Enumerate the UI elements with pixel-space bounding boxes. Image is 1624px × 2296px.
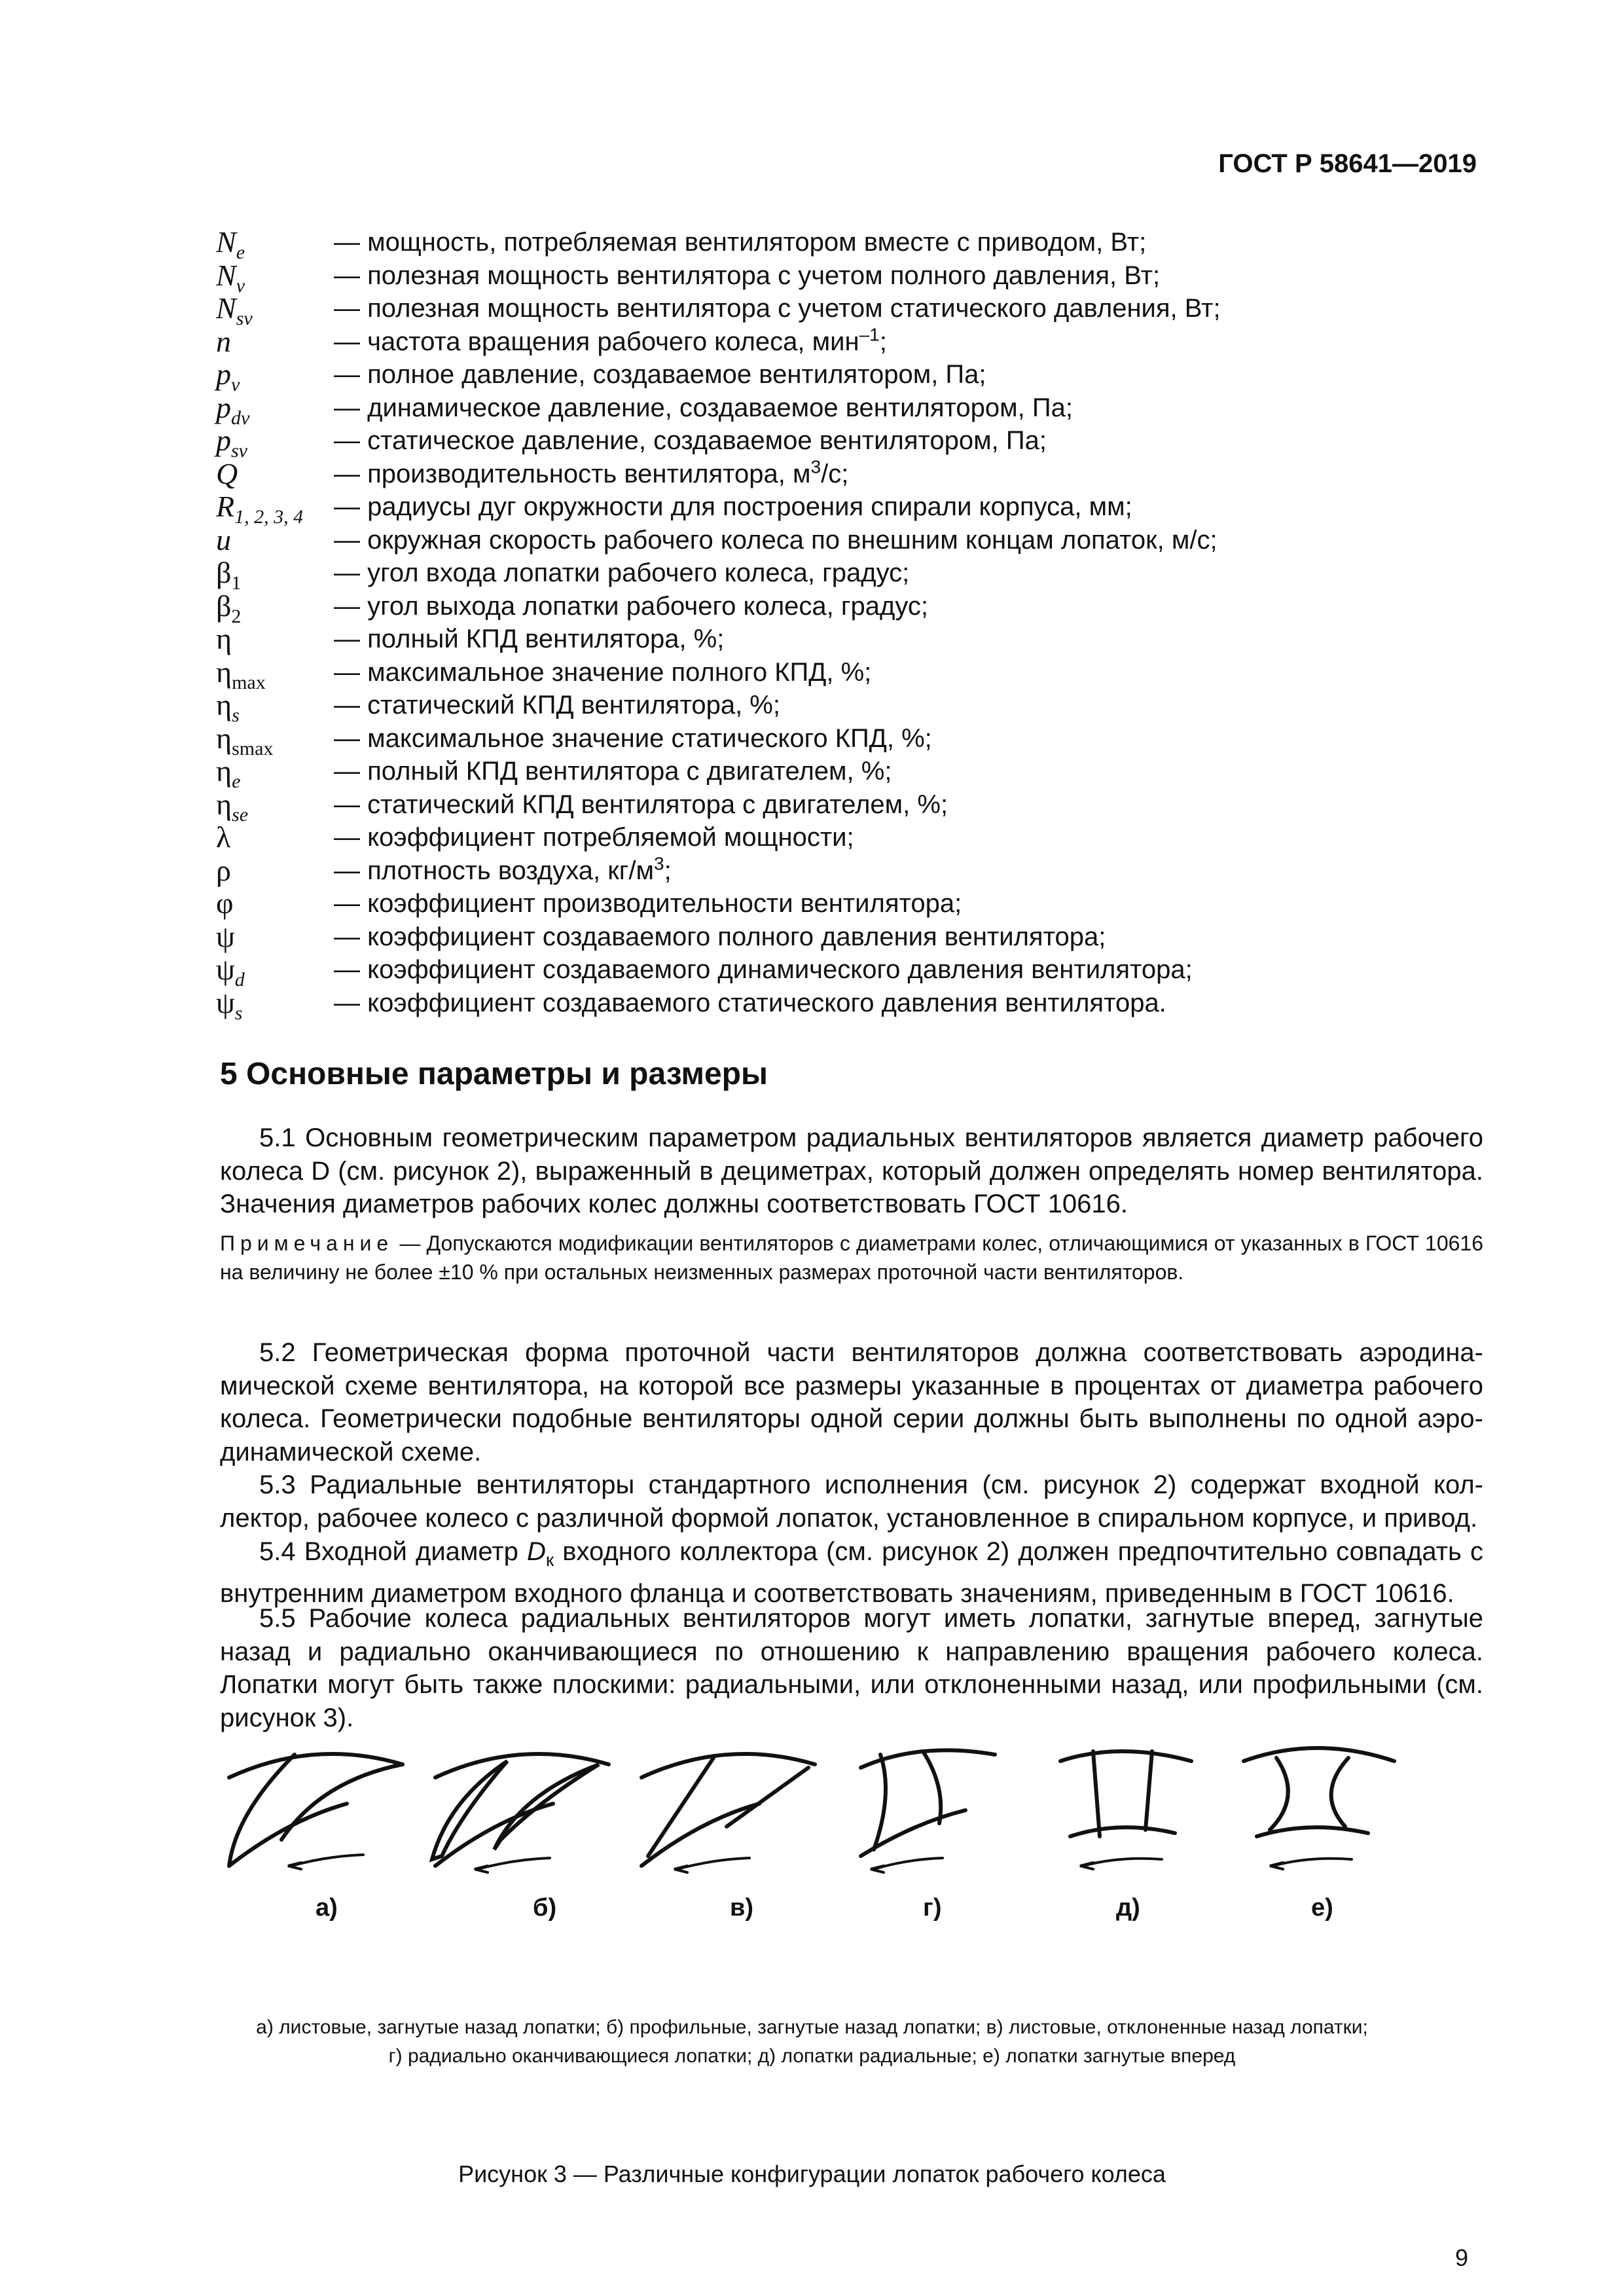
paragraph-5-2 [220,1336,1483,1468]
symbol-description-superscript: –1 [859,324,880,345]
symbol-subscript: se [232,803,249,826]
symbol-description-text: — угол входа лопатки рабочего колеса, градус; [334,558,910,587]
symbol-description-text: — полный КПД вентилятора, %; [334,625,725,653]
figure-a-backward-curved-sheet-blades [229,1754,403,1869]
paragraph-5-4-rest: входного коллектора (см. рисунок 2) должен предпочтительно совпадать с внутренним диаметром входного фланца и соответствовать значениям, приведенным в ГОСТ 10616. [220,1537,1484,1608]
paragraph-5-1-text: 5.1 Основным геометрическим параметром радиальных вентиляторов является диаметр рабочего колеса D (см. рисунок 2), выраженный в дециметрах, который должен определять номер вентилятора. Значения диаметров рабочих колес должны соответствовать ГОСТ 10616. [220,1123,1483,1218]
blade-configurations-figure [216,1741,1460,1938]
symbol-letter: η [216,754,232,788]
symbol-description-text: — окружная скорость рабочего колеса по внешним концам лопаток, м/с; [334,525,1218,555]
figure-label-c: в) [730,1894,754,1922]
paragraph-5-3 [220,1468,1483,1535]
symbol-letter: φ [216,886,234,920]
paragraph-5-5-text: 5.5 Рабочие колеса радиальных вентиляторов могут иметь лопатки, загнутые вперед, загнутые назад и радиально оканчивающиеся по отношению к направлению вращения рабочего колеса. Лопатки могут быть также плоскими: радиальными, или отклоненными назад, или профильными (см. рисунок 3). [220,1604,1483,1732]
symbol-description-tail: /с; [821,459,849,488]
symbol-letter: β [216,556,232,589]
symbol [216,325,231,358]
symbol-row [216,390,1460,429]
symbol-row [216,458,1460,491]
symbol-description [334,854,672,887]
symbol-description-text: — коэффициент создаваемого статического давления вентилятора. [334,988,1166,1017]
symbol-row [216,754,1460,792]
symbols-list [216,225,1460,1024]
symbol-description [334,623,724,655]
symbol-subscript: e [236,242,245,263]
symbol-description [334,689,780,721]
symbol-letter: λ [216,820,231,854]
symbol-letter: ψ [216,985,235,1019]
symbol-description [334,226,1146,259]
symbol-description [334,788,948,821]
symbol-letter: ψ [216,953,235,986]
symbol-subscript: s [234,1002,243,1024]
symbol-subscript: 1 [231,572,242,594]
symbol-letter: ψ [216,919,235,953]
symbol-row [216,854,1460,888]
symbol-description [334,424,1047,457]
symbol-description [334,755,892,788]
symbol-description [334,590,928,623]
note [220,1229,1483,1286]
symbol-letter: η [216,622,232,655]
symbol-row [216,688,1460,726]
symbol-description-text: — угол выхода лопатки рабочего колеса, градус; [334,591,928,621]
symbol-description [334,458,848,490]
symbol-row [216,490,1460,528]
symbol-letter: N [216,291,236,325]
symbol-description [334,292,1221,325]
figure-e-radial-blades [1060,1751,1191,1869]
symbol-letter: N [216,258,236,292]
symbol-subscript: 1, 2, 3, 4 [234,506,304,528]
symbol-subscript: smax [232,737,274,759]
symbol-letter: β [216,589,232,623]
symbol-subscript: e [232,771,241,792]
symbol-description-text: — статический КПД вентилятора с двигателем, %; [334,790,948,819]
symbol-letter: p [216,357,231,391]
paragraph-5-5 [220,1602,1483,1734]
figure-legend-line-2: г) радиально оканчивающиеся лопатки; д) лопатки радиальные; е) лопатки загнутые вперед [388,2045,1236,2067]
symbol-description-text: — полный КПД вентилятора с двигателем, %; [334,757,892,786]
symbol-description-text: — коэффициент создаваемого полного давления вентилятора; [334,922,1106,951]
symbol-description [334,556,909,589]
symbol-description [334,953,1193,986]
page-number: 9 [1454,2244,1468,2271]
symbol-letter: η [216,655,232,689]
paragraph-5-3-text: 5.3 Радиальные вентиляторы стандартного исполнения (см. рисунок 2) содержат входной коллектор, рабочее колесо с различной формой лопаток, установленное в спиральном корпусе, и привод. [220,1470,1483,1533]
symbol [216,623,232,655]
symbol-description-text: — коэффициент производительности вентилятора; [334,889,962,918]
symbol-description-text: — частота вращения рабочего колеса, мин [334,327,859,356]
symbol-description-text: — мощность, потребляемая вентилятором вместе с приводом, Вт; [334,228,1147,257]
section-title: 5 Основные параметры и размеры [220,1057,768,1091]
symbol-row [216,953,1460,991]
symbol-subscript: dv [231,407,250,429]
symbol-description [334,987,1166,1019]
symbol [216,821,230,854]
paragraph-5-2-text: 5.2 Геометрическая форма проточной части вентиляторов должна соответствовать аэродинамической схеме вентилятора, на которой все размеры указанные в процентах от диаметра рабочего колеса. Геометрически подобные вентиляторы одной серии должны быть выполнены по одной аэродинамической схеме. [220,1338,1483,1467]
symbol [216,920,235,953]
symbol-subscript: sv [236,308,253,329]
symbol-d: D [527,1537,546,1566]
figure-f-forward-curved-blades [1244,1748,1394,1869]
symbol-row [216,721,1460,759]
symbol-description [334,656,871,689]
symbol-letter: n [216,324,231,358]
symbol-description [334,490,1132,523]
symbol-subscript: v [236,274,245,297]
symbol [216,987,242,1030]
symbol-letter: R [216,490,235,523]
symbol-description-text: — полезная мощность вентилятора с учетом полного давления, Вт; [334,261,1161,290]
symbol-row [216,787,1460,826]
symbol-description-text: — плотность воздуха, кг/м [334,856,654,885]
symbol-subscript: s [232,704,240,726]
symbol-description [334,722,932,755]
symbol-subscript: sv [231,440,247,462]
paragraph-5-4 [220,1535,1483,1610]
symbol-letter: p [216,390,231,424]
symbol-description [334,392,1073,424]
symbol-row [216,920,1460,954]
symbol-subscript: max [232,671,266,693]
figure-legend-line-1: а) листовые, загнутые назад лопатки; б) профильные, загнутые назад лопатки; в) листовые, отклоненные назад лопатки; [256,2016,1368,2038]
symbol [216,458,238,490]
symbol-description-text: — радиусы дуг окружности для построения спирали корпуса, мм; [334,492,1132,521]
symbol-description-text: — коэффициент потребляемой мощности; [334,823,854,852]
symbol-row [216,424,1460,462]
symbol-letter: η [216,688,232,721]
symbol-row [216,291,1460,329]
symbol-subscript: 2 [231,605,242,627]
symbol-description [334,920,1106,953]
symbol-description [334,524,1218,556]
paragraph-5-4-lead: 5.4 Входной диаметр [259,1537,528,1566]
symbol-description [334,325,887,358]
symbol-description [334,259,1160,292]
symbol-description-text: — производительность вентилятора, м [334,459,811,488]
symbol-letter: ρ [216,853,231,887]
symbol-row [216,887,1460,920]
symbol-letter: p [216,424,231,457]
symbol-description-text: — полное давление, создаваемое вентилятором, Па; [334,360,986,389]
symbol-row [216,655,1460,693]
symbol-letter: N [216,225,236,259]
symbol-description-text: — динамическое давление, создаваемое вентилятором, Па; [334,393,1073,422]
symbol-letter: u [216,522,231,556]
symbol-description-superscript: 3 [653,853,664,874]
symbol-row [216,524,1460,557]
note-text: — Допускаются модификации вентиляторов с диаметрами колес, отличающимися от указанных в ГОСТ 10616 на величину не более ±10 % при остальных неизменных размерах проточной части вентиляторов. [220,1231,1483,1284]
symbol-description-text: — статический КПД вентилятора, %; [334,691,780,720]
symbol-subscript: d [234,969,245,991]
symbol-description-tail: ; [664,856,672,885]
symbol-description-text: — максимальное значение полного КПД, %; [334,657,872,687]
symbol-row [216,325,1460,359]
paragraph-5-1 [220,1121,1483,1221]
symbol-row [216,357,1460,395]
symbol-letter: η [216,721,232,755]
symbol-row [216,258,1460,297]
symbol-description-text: — полезная мощность вентилятора с учетом статического давления, Вт; [334,294,1221,323]
symbol-subscript: v [231,374,240,395]
symbol-description-text: — максимальное значение статического КПД, %; [334,723,932,753]
symbol-letter: η [216,787,232,821]
symbol-description [334,358,986,391]
note-prefix: Примечание [220,1231,394,1255]
symbol-row [216,985,1460,1024]
figure-label-d: г) [923,1894,942,1922]
symbol-row [216,623,1460,656]
figure-c-backward-inclined-sheet-blades [641,1754,815,1872]
symbol-description [334,887,962,920]
figure-caption: Рисунок 3 — Различные конфигурации лопаток рабочего колеса [458,2160,1166,2187]
symbol-description-text: — коэффициент создаваемого динамического давления вентилятора; [334,955,1193,984]
symbol-row [216,556,1460,594]
symbol-letter: Q [216,456,238,490]
figure-b-backward-curved-profile-blades [432,1754,609,1872]
figure-label-b: б) [533,1894,557,1922]
figure-label-e: д) [1116,1894,1140,1922]
figure-label-f: е) [1311,1894,1333,1922]
symbol-row [216,589,1460,627]
document-header: ГОСТ Р 58641—2019 [1218,149,1477,178]
symbol-description-superscript: 3 [810,456,821,477]
symbol [216,887,234,920]
figure-d-radial-tipped-blades [861,1750,995,1872]
symbol [216,524,231,556]
symbol [216,854,231,887]
symbol-row [216,225,1460,263]
symbol-description-tail: ; [879,327,887,356]
symbol-description [334,821,854,854]
figure-label-a: а) [316,1894,338,1922]
symbol-d-subscript: к [545,1550,554,1570]
symbol-description-text: — статическое давление, создаваемое вентилятором, Па; [334,426,1047,455]
symbol-row [216,821,1460,854]
